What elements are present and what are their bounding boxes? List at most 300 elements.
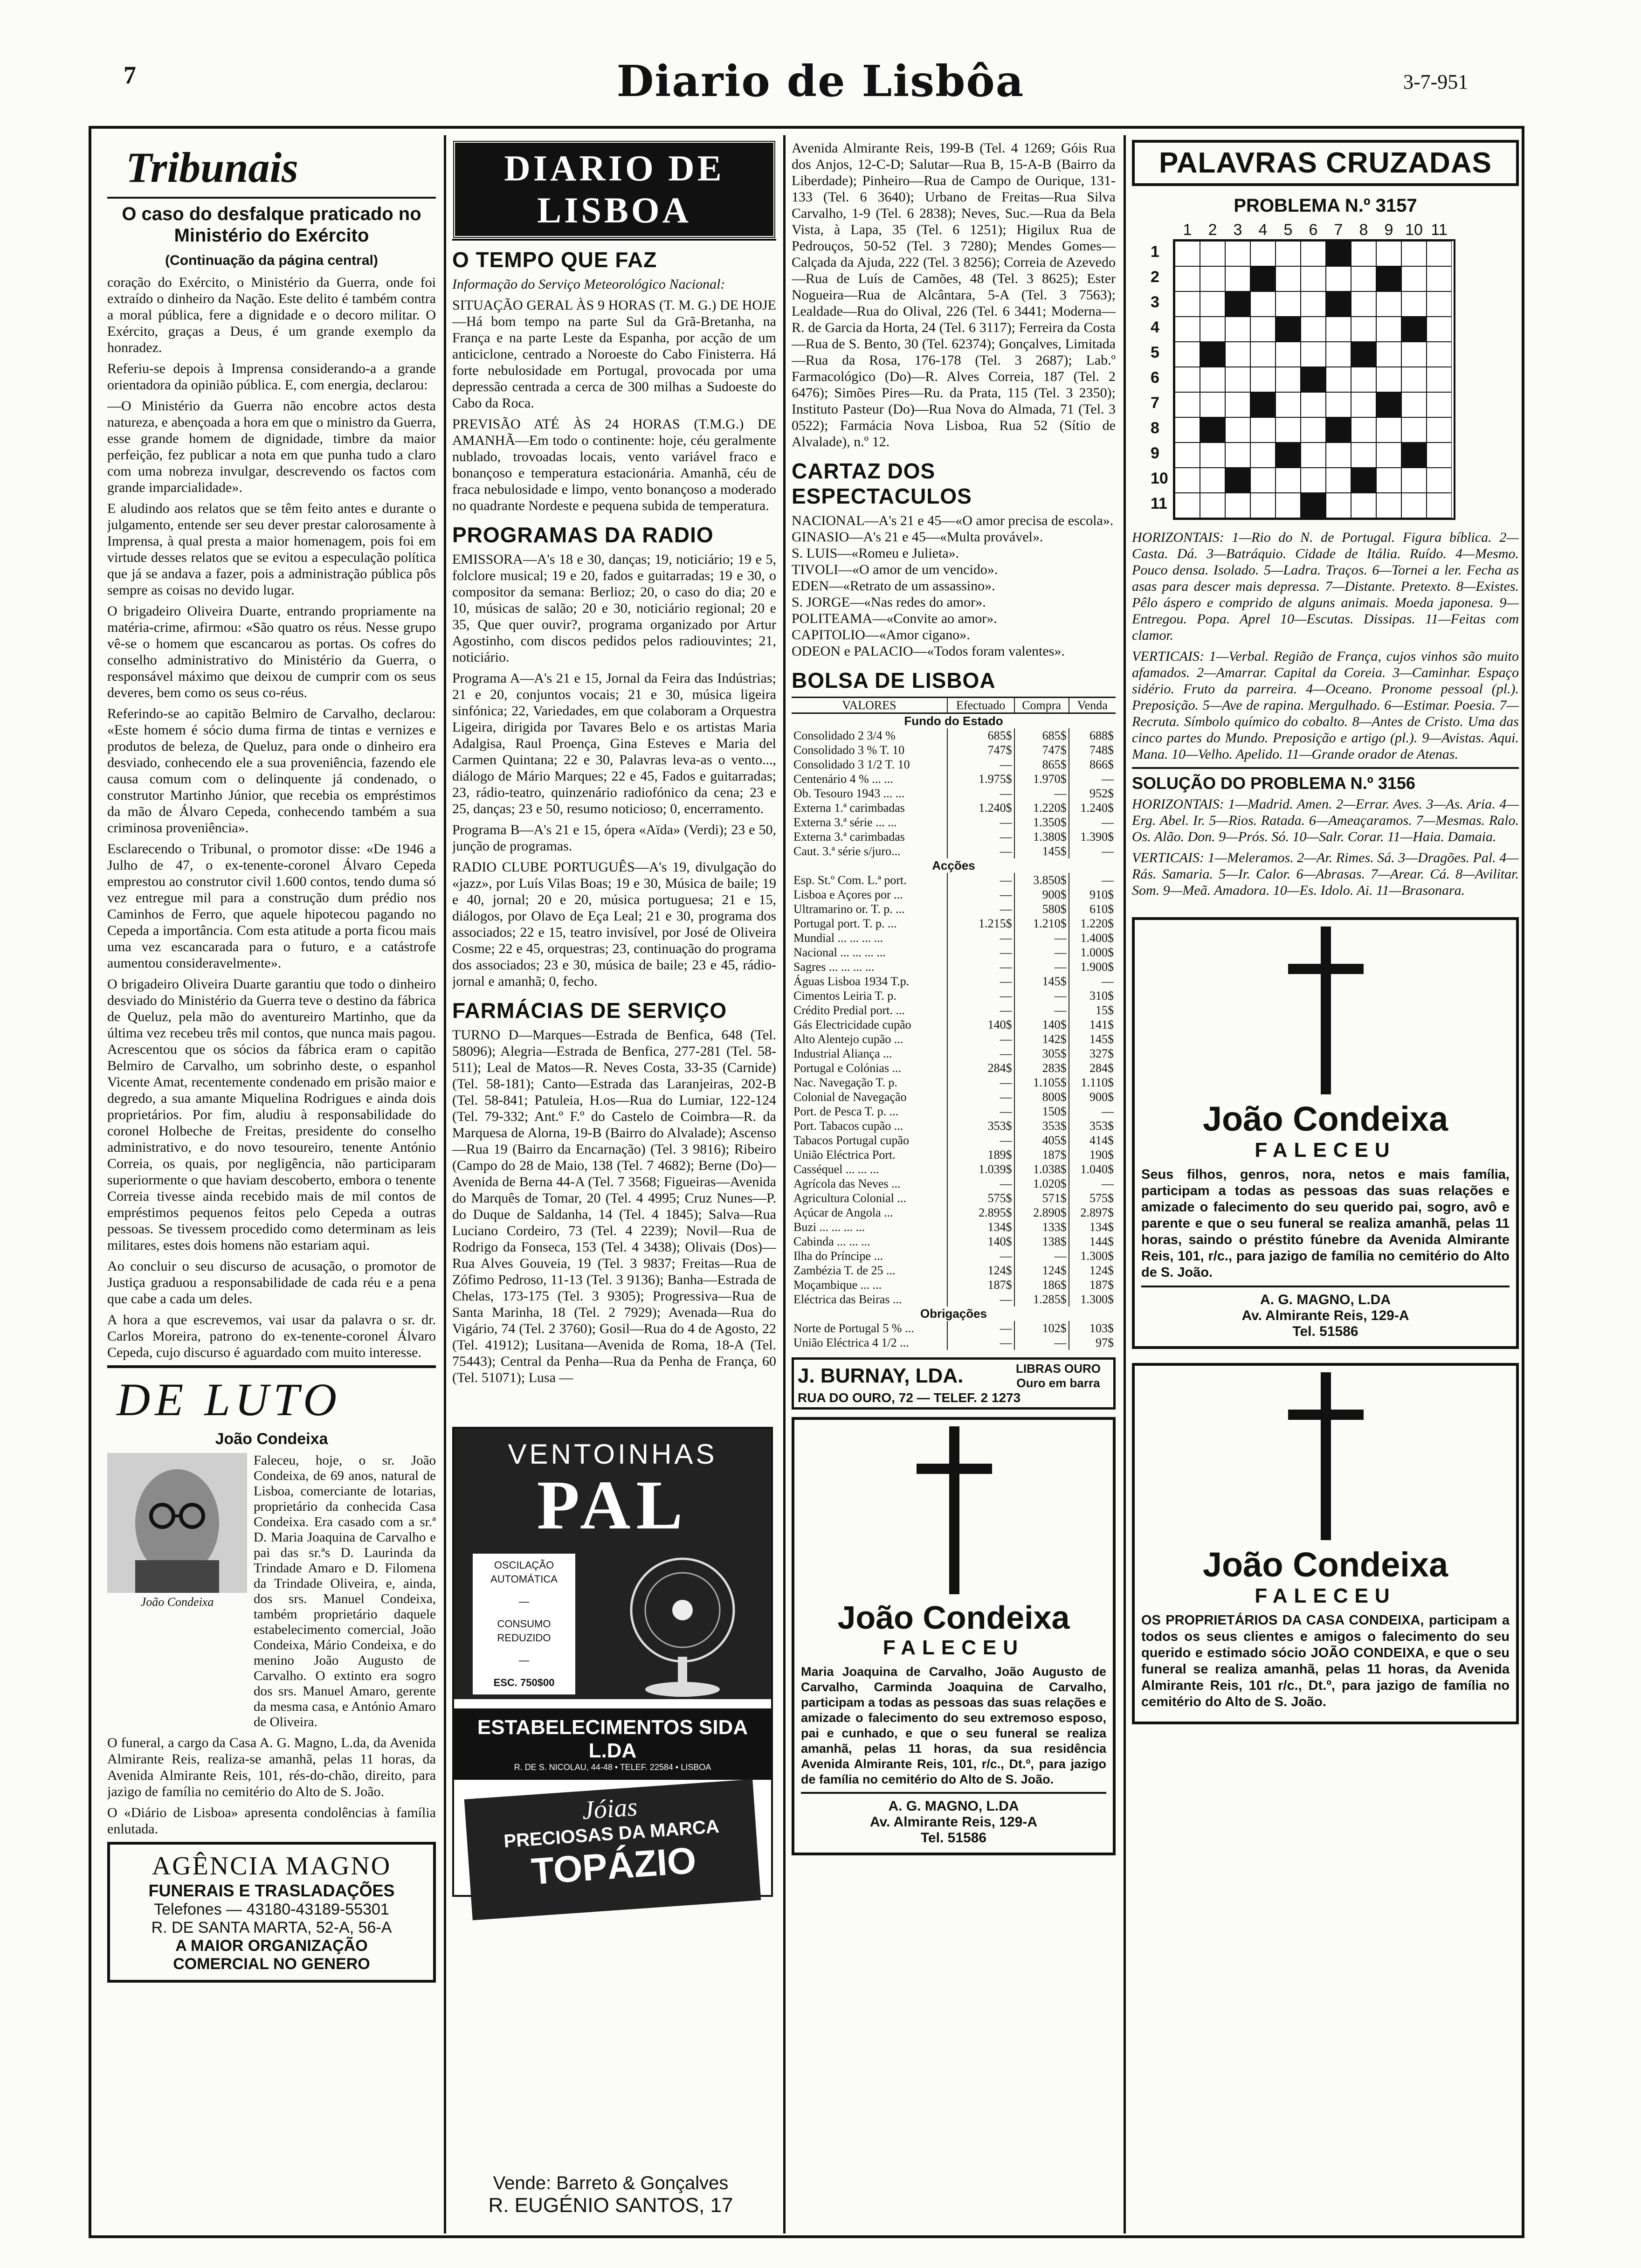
price-cell: 1.400$ bbox=[1080, 931, 1114, 945]
table-row bbox=[792, 844, 1116, 858]
price-cell: 1.970$ bbox=[1014, 772, 1069, 786]
price-cell: — bbox=[947, 815, 1014, 830]
price-cell: 685$ bbox=[947, 728, 1014, 743]
price-cell: 1.300$ bbox=[1080, 1293, 1114, 1306]
blank-square bbox=[1225, 443, 1250, 468]
blank-square bbox=[1427, 468, 1452, 493]
solution-vertical: VERTICAIS: 1—Meleramos. 2—Ar. Rimes. Sá. 3—Dragões. Pal. 4—Rás. Samaria. 5—Ir. Calor. 6—Abrasas. 7—Arear. Cá. 8—Avilitar. Som. 9—Meã. Amadora. 10—Es. Idolo. Ai. 11—Brasonara. bbox=[1132, 850, 1519, 898]
row-number: 11 bbox=[1151, 495, 1167, 512]
row-number: 9 bbox=[1151, 444, 1159, 462]
black-square bbox=[1225, 291, 1250, 317]
table-row bbox=[792, 801, 1116, 815]
agency-magno-ad bbox=[107, 1842, 436, 1983]
price-cell: — bbox=[1014, 931, 1069, 945]
blank-square bbox=[1351, 367, 1376, 392]
table-row bbox=[792, 1191, 1116, 1205]
table-row bbox=[792, 1104, 1116, 1119]
table-row bbox=[792, 1003, 1116, 1017]
ventoinhas-pal-ad: VENTOINHAS PAL OSCILAÇÃO AUTOMÁTICA — CONSUMO REDUZIDO — ESC. 750$00 ESTABELECIMENTOS SIDA L.DA R. DE S. NICOLAU, 44-48 • TELEF. 22584 • LISBOA Jóias PRECIOSAS DA MARCA TOPÁZIO bbox=[452, 1427, 773, 1897]
blank-square bbox=[1351, 291, 1376, 317]
price-cell: 187$ bbox=[1089, 1278, 1114, 1292]
blank-square bbox=[1326, 392, 1351, 417]
price-cell: — bbox=[947, 844, 1014, 858]
blank-square bbox=[1301, 392, 1326, 417]
blank-square bbox=[1250, 342, 1276, 367]
blank-square bbox=[1175, 367, 1200, 392]
deceased-name: João Condeixa bbox=[1202, 1545, 1448, 1584]
security-name: Ob. Tesouro 1943 ... ... bbox=[792, 786, 947, 801]
price-cell: 187$ bbox=[1014, 1148, 1069, 1162]
price-cell: 145$ bbox=[1014, 974, 1069, 989]
price-cell: 284$ bbox=[1089, 1061, 1114, 1075]
security-name: Crédito Predial port. ... bbox=[792, 1003, 947, 1017]
column-number: 11 bbox=[1431, 221, 1448, 239]
blank-square bbox=[1376, 443, 1401, 468]
blank-square bbox=[1276, 342, 1301, 367]
column-divider bbox=[444, 135, 446, 2233]
price-cell: — bbox=[947, 786, 1014, 801]
table-row bbox=[792, 1017, 1116, 1032]
ad-brand-line: VENTOINHAS bbox=[508, 1438, 717, 1470]
row-number: 7 bbox=[1151, 394, 1159, 412]
column-divider bbox=[1124, 135, 1126, 2233]
blank-square bbox=[1175, 266, 1200, 291]
price-cell: — bbox=[947, 1104, 1014, 1119]
price-cell: 1.380$ bbox=[1014, 830, 1069, 844]
price-cell: 910$ bbox=[1089, 888, 1114, 901]
blank-square bbox=[1276, 392, 1301, 417]
table-row bbox=[792, 1119, 1116, 1133]
security-name: Alto Alentejo cupão ... bbox=[792, 1032, 947, 1046]
price-cell: 1.020$ bbox=[1014, 1176, 1069, 1191]
black-square bbox=[1326, 417, 1351, 443]
price-cell: — bbox=[947, 974, 1014, 989]
cartaz-item: CAPITOLIO—«Amor cigano». bbox=[792, 627, 970, 643]
price-cell: 1.110$ bbox=[1081, 1076, 1114, 1089]
price-cell: 1.240$ bbox=[1080, 801, 1114, 815]
price-cell: 1.210$ bbox=[1014, 916, 1069, 931]
agency-address: R. DE SANTA MARTA, 52-A, 56-A bbox=[151, 1919, 392, 1936]
blank-square bbox=[1250, 468, 1276, 493]
price-cell: 800$ bbox=[1014, 1090, 1069, 1104]
black-square bbox=[1326, 291, 1351, 317]
price-cell: — bbox=[947, 1249, 1014, 1263]
weather-title: O TEMPO QUE FAZ bbox=[452, 248, 657, 272]
blank-square bbox=[1427, 367, 1452, 392]
table-row bbox=[792, 1061, 1116, 1075]
divider bbox=[801, 1792, 1106, 1794]
divider bbox=[1141, 1286, 1510, 1287]
page-number: 7 bbox=[124, 61, 136, 89]
burnay-tagline: LIBRAS OURO Ouro em barra bbox=[1016, 1362, 1101, 1390]
blank-square bbox=[1326, 443, 1351, 468]
price-cell: 142$ bbox=[1014, 1032, 1069, 1046]
blank-square bbox=[1225, 342, 1250, 367]
table-row bbox=[792, 786, 1116, 801]
section-title: Tribunais bbox=[126, 144, 298, 191]
security-name: Ultramarino or. T. p. ... bbox=[792, 902, 947, 916]
blank-square bbox=[1326, 317, 1351, 342]
blank-square bbox=[1225, 392, 1250, 417]
pharmacy-title: FARMÁCIAS DE SERVIÇO bbox=[452, 998, 727, 1023]
blank-square bbox=[1326, 266, 1351, 291]
clues-horizontal: HORIZONTAIS: 1—Rio do N. de Portugal. Figura bíblica. 2—Casta. Dá. 3—Batráquio. Cidade de Itália. Ruído. 4—Mesmo. Pouco densa. Isolado. 5—Ladra. Traços. 6—Tornei a ler. Fecha as asas para descer mais depressa. 7—Distante. Pretexto. 8—Existes. Pêlo áspero e comprido de alguns animais. Moeda japonesa. 9—Entregou. Popa. Aprel 10—Escutas. Dissipas. 11—Feitas com clamor. bbox=[1132, 530, 1519, 643]
blank-square bbox=[1250, 317, 1276, 342]
column-number: 5 bbox=[1283, 221, 1293, 239]
security-name: Moçambique ... ... bbox=[792, 1278, 947, 1292]
price-cell: 1.105$ bbox=[1014, 1075, 1069, 1090]
burnay-address: RUA DO OURO, 72 — TELEF. 2 1273 bbox=[798, 1390, 1021, 1405]
mourning-name: João Condeixa bbox=[215, 1430, 328, 1448]
price-cell: 900$ bbox=[1014, 887, 1069, 902]
price-cell: — bbox=[947, 960, 1014, 974]
security-name: Caut. 3.ª série s/juro... bbox=[792, 844, 947, 858]
funeral-agent-address: Av. Almirante Reis, 129-A bbox=[869, 1814, 1038, 1830]
blank-square bbox=[1301, 468, 1326, 493]
cartaz-item: NACIONAL—A's 21 e 45—«O amor precisa de escola». bbox=[792, 513, 1114, 528]
table-row bbox=[792, 1148, 1116, 1162]
row-number: 5 bbox=[1151, 344, 1159, 361]
table-row bbox=[792, 931, 1116, 945]
blank-square bbox=[1351, 266, 1376, 291]
blank-square bbox=[1427, 291, 1452, 317]
blank-square bbox=[1276, 468, 1301, 493]
security-name: Eléctrica das Beiras ... bbox=[792, 1292, 947, 1307]
security-name: Cabinda ... ... ... bbox=[792, 1234, 947, 1249]
row-number: 10 bbox=[1151, 470, 1168, 487]
table-header: Efectuado bbox=[947, 698, 1014, 713]
death-word: FALECEU bbox=[1255, 1139, 1396, 1162]
article-paragraph: Ao concluir o seu discurso de acusação, o promotor de Justiça graduou a responsabilidade de cada réu e a pena que cabe a cada um deles. bbox=[107, 1258, 436, 1307]
death-text: Maria Joaquina de Carvalho, João Augusto de Carvalho, Carminda Joaquina de Carvalho, participam a todas as pessoas das suas relações e amizade o falecimento do seu extremoso esposo, pai e cunhado, e que o seu funeral se realiza amanhã, pelas 11 horas, da sua residência Avenida Almirante Reis, 101, r/c., Dt.º, para jazigo de família no cemitério do Alto de S. João. bbox=[801, 1665, 1106, 1786]
blank-square bbox=[1401, 493, 1427, 518]
burnay-name: J. BURNAY, LDA. bbox=[798, 1364, 964, 1387]
black-square bbox=[1301, 367, 1326, 392]
price-cell: — bbox=[947, 1292, 1014, 1307]
blank-square bbox=[1225, 241, 1250, 266]
death-word: FALECEU bbox=[1255, 1584, 1396, 1607]
ad-script: Jóias bbox=[581, 1792, 638, 1825]
column-number: 9 bbox=[1384, 221, 1393, 239]
security-name: Ilha do Príncipe ... bbox=[792, 1249, 947, 1263]
ad-slogan: PRECIOSAS DA MARCA bbox=[503, 1816, 720, 1852]
column-number: 2 bbox=[1208, 221, 1217, 239]
price-cell: 145$ bbox=[1014, 844, 1069, 858]
price-cell: — bbox=[947, 1075, 1014, 1090]
blank-square bbox=[1427, 317, 1452, 342]
price-cell: 748$ bbox=[1089, 743, 1114, 757]
price-cell: 2.895$ bbox=[947, 1205, 1014, 1220]
price-cell: 133$ bbox=[1014, 1220, 1069, 1234]
column-number: 3 bbox=[1233, 221, 1242, 239]
blank-square bbox=[1200, 241, 1225, 266]
table-row bbox=[792, 1046, 1116, 1061]
price-cell: 138$ bbox=[1014, 1234, 1069, 1249]
price-cell: 1.975$ bbox=[947, 772, 1014, 786]
table-row bbox=[792, 1176, 1116, 1191]
price-cell: — bbox=[1102, 873, 1114, 887]
blank-square bbox=[1250, 367, 1276, 392]
table-row bbox=[792, 830, 1116, 844]
table-row bbox=[792, 1278, 1116, 1292]
cartaz-item: S. JORGE—«Nas redes do amor». bbox=[792, 595, 986, 610]
table-row bbox=[792, 815, 1116, 830]
column-number: 8 bbox=[1359, 221, 1368, 239]
table-row bbox=[792, 743, 1116, 757]
price-cell: 124$ bbox=[1014, 1263, 1069, 1278]
price-cell: 1.300$ bbox=[1080, 1249, 1114, 1263]
blank-square bbox=[1175, 443, 1200, 468]
table-row bbox=[792, 1234, 1116, 1249]
price-cell: 124$ bbox=[1089, 1264, 1114, 1277]
price-cell: — bbox=[947, 757, 1014, 772]
black-square bbox=[1200, 417, 1225, 443]
cross-icon bbox=[1307, 1372, 1344, 1540]
price-cell: — bbox=[947, 989, 1014, 1003]
blank-square bbox=[1276, 241, 1301, 266]
blank-square bbox=[1351, 241, 1376, 266]
price-cell: — bbox=[1014, 1335, 1069, 1350]
death-notice bbox=[1132, 1363, 1519, 1724]
price-cell: — bbox=[947, 887, 1014, 902]
price-cell: — bbox=[1014, 786, 1069, 801]
blank-square bbox=[1427, 493, 1452, 518]
security-name: Casséquel ... ... ... bbox=[792, 1162, 947, 1176]
price-cell: — bbox=[1014, 989, 1069, 1003]
row-number: 2 bbox=[1151, 268, 1159, 286]
newspaper-title: Diario de Lisbôa bbox=[616, 56, 1025, 106]
death-text: Seus filhos, genros, nora, netos e mais família, participam a todas as pessoas das suas relações e amizade o falecimento do seu querido pai, sogro, avô e parente e que o seu funeral se realiza amanhã, pelas 11 horas, saindo o préstito fúnebre da Avenida Almirante Reis, 101, r/c., para jazigo de família no cemitério do Alto de S. João. bbox=[1141, 1167, 1510, 1280]
price-cell: 1.285$ bbox=[1014, 1292, 1069, 1307]
portrait-photo bbox=[107, 1453, 247, 1593]
table-row bbox=[792, 902, 1116, 916]
death-notice bbox=[792, 1417, 1116, 1855]
column-number: 7 bbox=[1334, 221, 1343, 239]
security-name: Açúcar de Angola ... bbox=[792, 1205, 947, 1220]
table-row bbox=[792, 757, 1116, 772]
death-notice bbox=[1132, 917, 1519, 1349]
price-cell: — bbox=[947, 1046, 1014, 1061]
security-name: Sagres ... ... ... ... bbox=[792, 960, 947, 974]
price-cell: — bbox=[1014, 960, 1069, 974]
price-cell: 189$ bbox=[947, 1148, 1014, 1162]
funeral-agent: A. G. MAGNO, L.DA bbox=[1260, 1292, 1391, 1307]
blank-square bbox=[1175, 291, 1200, 317]
price-cell: 1.040$ bbox=[1080, 1162, 1114, 1176]
column-services bbox=[452, 140, 776, 2224]
blank-square bbox=[1200, 317, 1225, 342]
ad-brand: PAL bbox=[537, 1466, 689, 1544]
masthead-logo: DIARIO DE LISBOA bbox=[452, 140, 776, 239]
article-paragraph: O brigadeiro Oliveira Duarte, entrando propriamente na matéria-crime, afirmou: «São quatro os réus. Nesse grupo vê-se o homem que escancarou as portas. Os cofres do conselho administrativo do Ministério da Guerra, o responsável máximo que deixou de cumprir com os seus deveres, bem como os seus co-réus. bbox=[107, 603, 436, 700]
row-number: 3 bbox=[1151, 293, 1159, 311]
price-cell: 414$ bbox=[1089, 1134, 1114, 1147]
column-number: 10 bbox=[1405, 221, 1423, 239]
article-paragraph: Referindo-se ao capitão Belmiro de Carvalho, declarou: «Este homem é sócio duma firma de tintas e vernizes e produtos de beleza, de Queluz, para onde o dinheiro era desviado, conhecendo ele a sua proveniência, fazendo ele causa comum com o delinquente já condenado, o construtor Martinho Júnior, que recebia os empréstimos da mão de Álvaro Cepeda, conhecendo também a sua criminosa proveniência». bbox=[107, 706, 436, 836]
ad-brand: TOPÁZIO bbox=[530, 1839, 698, 1893]
divider bbox=[107, 1365, 436, 1368]
table-row bbox=[792, 772, 1116, 786]
blank-square bbox=[1401, 291, 1427, 317]
blank-square bbox=[1376, 367, 1401, 392]
agency-phones: Telefones — 43180-43189-55301 bbox=[154, 1901, 389, 1918]
table-group-header: Obrigações bbox=[920, 1307, 987, 1321]
security-name: Port. de Pesca T. p. ... bbox=[792, 1104, 947, 1119]
security-name: Nacional ... ... ... ... bbox=[792, 945, 947, 960]
security-name: Consolidado 2 3/4 % bbox=[792, 728, 947, 743]
blank-square bbox=[1326, 493, 1351, 518]
crossword-grid bbox=[1173, 239, 1455, 520]
security-name: Portugal e Colónias ... bbox=[792, 1061, 947, 1075]
blank-square bbox=[1401, 342, 1427, 367]
security-name: Lisboa e Açores por ... bbox=[792, 887, 947, 902]
black-square bbox=[1301, 493, 1326, 518]
table-group-header: Fundo do Estado bbox=[904, 714, 1003, 728]
price-cell: 150$ bbox=[1014, 1104, 1069, 1119]
security-name: Norte de Portugal 5 % ... bbox=[792, 1321, 947, 1335]
blank-square bbox=[1351, 392, 1376, 417]
funeral-agent: A. G. MAGNO, L.DA bbox=[888, 1798, 1019, 1814]
blank-square bbox=[1301, 291, 1326, 317]
column-tribunais bbox=[107, 140, 436, 2224]
black-square bbox=[1200, 342, 1225, 367]
ad-seller: ESTABELECIMENTOS SIDA L.DA bbox=[477, 1716, 748, 1762]
table-row bbox=[792, 1263, 1116, 1278]
article-paragraph: coração do Exército, o Ministério da Guerra, onde foi extraído o dinheiro da Nação. Este delito é também contra a moral pública, fere a dignidade e o decoro militar. O Exército, graças a Deus, é um grande exemplo da honradez. bbox=[107, 275, 436, 355]
security-name: Agrícola das Neves ... bbox=[792, 1176, 947, 1191]
price-cell: 900$ bbox=[1089, 1090, 1114, 1104]
price-cell: 2.890$ bbox=[1014, 1205, 1069, 1220]
blank-square bbox=[1351, 443, 1376, 468]
blank-square bbox=[1276, 493, 1301, 518]
column-number: 1 bbox=[1183, 221, 1192, 239]
price-cell: — bbox=[1014, 1003, 1069, 1017]
table-row bbox=[792, 887, 1116, 902]
price-cell: — bbox=[947, 1176, 1014, 1191]
weather-source: Informação do Serviço Meteorológico Nacional: bbox=[452, 277, 725, 292]
blank-square bbox=[1326, 468, 1351, 493]
mourning-text: O «Diário de Lisboa» apresenta condolências à família enlutada. bbox=[107, 1805, 436, 1837]
pharmacy-paragraph: Avenida Almirante Reis, 199-B (Tel. 4 1269; Góis Rua dos Anjos, 12-C-D; Salutar—Rua B, 15-A-B (Bairro da Liberdade); Pinheiro—Rua de Campo de Ourique, 131-133 (Tel. 6 3640); Urbano de Freitas—Rua Silva Carvalho, 1-9 (Tel. 6 2838); Neves, Suc.—Rua da Bela Vista, à Lapa, 35 (Tel. 6 1251); Higilux Rua de Pedrouços, 50-52 (Tel. 3 7280); Mendes Gomes—Calçada da Ajuda, 222 (Tel. 3 8256); Correia de Azevedo—Rua de Luís de Camões, 48 (Tel. 3 8625); Ester Nogueira—Rua de Alcântara, 5-A (Tel. 3 7563); Lealdade—Rua do Olival, 226 (Tel. 6 3441; Moderna—R. de Garcia da Horta, 24 (Tel. 6 3117); Ferreira da Costa—Rua de S. Bento, 30 (Tel. 62374); Gonçalves, Limitada—Rua da Rosa, 176-178 (Tel. 3 2687); Lab.º Farmacológico (Do)—R. Alves Correia, 187 (Tel. 2 6476); Simões Pires—Ru. da Prata, 115 (Tel. 3 2350); Instituto Pasteur (Do)—Rua Nova do Almada, 71 (Tel. 3 0522); Farmácia Nova Lisboa, Rua 52 (Sítio de Alvalade), n.º 12. bbox=[792, 140, 1116, 449]
security-name: Consolidado 3 % T. 10 bbox=[792, 743, 947, 757]
crossword-title: PALAVRAS CRUZADAS bbox=[1132, 140, 1519, 186]
cartaz-item: EDEN—«Retrato de um assassino». bbox=[792, 578, 995, 594]
security-name: Nac. Navegação T. p. bbox=[792, 1075, 947, 1090]
price-cell: 1.215$ bbox=[947, 916, 1014, 931]
cartaz-item: TIVOLI—«O amor de um vencido». bbox=[792, 562, 998, 577]
price-cell: 1.350$ bbox=[1014, 815, 1069, 830]
blank-square bbox=[1401, 468, 1427, 493]
cross-icon bbox=[935, 1426, 972, 1594]
price-cell: — bbox=[1014, 1249, 1069, 1263]
price-cell: — bbox=[947, 945, 1014, 960]
blank-square bbox=[1200, 266, 1225, 291]
column-bolsa bbox=[792, 140, 1116, 2224]
radio-paragraph: Programa A—A's 21 e 15, Jornal da Feira das Indústrias; 21 e 20, conjuntos vocais; 21 e 30, música ligeira sinfónica; 22, Variedades, em que colaboram a Orquestra Ligeira, dirigida por Tavares Belo e os artistas Maria Adalgisa, Raul Proença, Gina Esteves e Maria del Carmen Quintana; 22 e 30, Palavras leva-as o vento..., diálogo de Mário Marques; 22 e 45, Fados e guitarradas; 23, rádio-teatro, quinzenário radiofónico da cena; 23 e 25, danças; 23 e 50, resumo noticioso; 0, encerramento. bbox=[452, 671, 776, 816]
table-row bbox=[792, 1292, 1116, 1307]
blank-square bbox=[1326, 367, 1351, 392]
security-name: Tabacos Portugal cupão bbox=[792, 1133, 947, 1148]
radio-paragraph: RADIO CLUBE PORTUGUÊS—A's 19, divulgação do «jazz», por Luís Vilas Boas; 19 e 30, Música de baile; 19 e 40, jornal; 20 e 20, música portuguesa; 21 e 15, diálogos, por Olavo de Eça Leal; 21 e 30, programa dos associados; 22 e 15, teatro invisível, por José de Oliveira Cosme; 22 e 45, orquestras; 23, continuação do programa dos associados; 23 e 30, música de baile; 23 e 45, rádio-jornal e amanhã; 0, fecho. bbox=[452, 859, 776, 989]
cartaz-item: S. LUIS—«Romeu e Julieta». bbox=[792, 546, 959, 561]
table-row bbox=[792, 1205, 1116, 1220]
ad-feature: OSCILAÇÃO bbox=[494, 1559, 554, 1571]
blank-square bbox=[1376, 417, 1401, 443]
row-number: 8 bbox=[1151, 419, 1159, 437]
blank-square bbox=[1401, 266, 1427, 291]
ad-feature: AUTOMÁTICA bbox=[490, 1573, 558, 1585]
blank-square bbox=[1250, 417, 1276, 443]
blank-square bbox=[1175, 392, 1200, 417]
solution-title: SOLUÇÃO DO PROBLEMA N.º 3156 bbox=[1132, 774, 1415, 793]
price-cell: 97$ bbox=[1096, 1336, 1114, 1349]
table-row bbox=[792, 1075, 1116, 1090]
blank-square bbox=[1301, 241, 1326, 266]
article-paragraph: Referiu-se depois à Imprensa considerando-a a grande orientadora da opinião pública. E, com energia, declarou: bbox=[107, 361, 436, 393]
blank-square bbox=[1351, 317, 1376, 342]
funeral-agent-phone: Tel. 51586 bbox=[920, 1830, 987, 1846]
price-cell: 865$ bbox=[1014, 757, 1069, 772]
solution-horizontal: HORIZONTAIS: 1—Madrid. Amen. 2—Errar. Aves. 3—As. Aria. 4—Erg. Abel. Ir. 5—Rios. Ratada. 6—Ameaçaramos. 7—Mesmas. Ralo. Os. Alão. Don. 9—Prós. Só. 10—Salr. Corar. 11—Haia. Damaia. bbox=[1132, 796, 1519, 844]
weather-paragraph: PREVISÃO ATÉ ÀS 24 HORAS (T.M.G.) DE AMANHÃ—Em todo o continente: hoje, céu geralmente nublado, trovoadas locais, vento variável fraco e bonançoso e temperatura estacionária. Amanhã, céu de fraca nebulosidade e limpo, vento bonançoso a moderado no quadrante Nordeste e pequena subida de temperatura. bbox=[452, 416, 776, 513]
price-cell: — bbox=[1102, 816, 1114, 829]
price-cell: — bbox=[1102, 772, 1114, 786]
price-cell: 747$ bbox=[1014, 743, 1069, 757]
headline: O caso do desfalque praticado no Ministério do Exército bbox=[122, 204, 421, 246]
price-cell: — bbox=[947, 1133, 1014, 1148]
black-square bbox=[1401, 443, 1427, 468]
table-row bbox=[792, 989, 1116, 1003]
price-cell: 103$ bbox=[1089, 1321, 1114, 1335]
table-row bbox=[792, 1321, 1116, 1335]
photo-caption: João Condeixa bbox=[140, 1595, 214, 1609]
cartaz-title: CARTAZ DOS ESPECTACULOS bbox=[792, 459, 972, 508]
ad-price: ESC. 750$00 bbox=[493, 1677, 555, 1688]
table-row bbox=[792, 1162, 1116, 1176]
table-header: Compra bbox=[1014, 698, 1069, 713]
black-square bbox=[1250, 392, 1276, 417]
price-cell: 102$ bbox=[1014, 1321, 1069, 1335]
security-name: Colonial de Navegação bbox=[792, 1090, 947, 1104]
security-name: Zambézia T. de 25 ... bbox=[792, 1263, 947, 1278]
black-square bbox=[1401, 317, 1427, 342]
radio-title: PROGRAMAS DA RADIO bbox=[452, 523, 714, 547]
price-cell: 1.000$ bbox=[1080, 946, 1114, 959]
price-cell: 747$ bbox=[947, 743, 1014, 757]
weather-paragraph: SITUAÇÃO GERAL ÀS 9 HORAS (T. M. G.) DE HOJE—Há bom tempo na parte Sul da Grã-Bretanha, na França e na parte Leste da Espanha, por acção de um anticiclone, centrado a Noroeste do Cabo Finisterra. Há forte nebulosidade em Portugal, provocada por uma depressão centrada a cerca de 300 milhas a Sudoeste do Cabo da Roca. bbox=[452, 297, 776, 411]
price-cell: 140$ bbox=[947, 1234, 1014, 1249]
table-row bbox=[792, 873, 1116, 887]
security-name: Cimentos Leiria T. p. bbox=[792, 989, 947, 1003]
price-cell: 685$ bbox=[1014, 728, 1069, 743]
security-name: Externa 3.ª série ... ... bbox=[792, 815, 947, 830]
price-cell: 866$ bbox=[1089, 758, 1114, 771]
row-number: 6 bbox=[1151, 369, 1159, 387]
blank-square bbox=[1200, 443, 1225, 468]
price-cell: — bbox=[947, 873, 1014, 887]
price-cell: — bbox=[1102, 1177, 1114, 1190]
price-cell: — bbox=[1102, 975, 1114, 988]
blank-square bbox=[1225, 417, 1250, 443]
blank-square bbox=[1250, 241, 1276, 266]
blank-square bbox=[1376, 241, 1401, 266]
black-square bbox=[1276, 317, 1301, 342]
price-cell: — bbox=[947, 1335, 1014, 1350]
blank-square bbox=[1200, 493, 1225, 518]
blank-square bbox=[1225, 317, 1250, 342]
radio-paragraph: EMISSORA—A's 18 e 30, danças; 19, noticiário; 19 e 5, folclore musical; 19 e 20, fados e guitarradas; 19 e 30, o compositor da semana: Berlioz; 20, o caso do dia; 20 e 10, músicas de salão; 20 e 30, noticiário regional; 20 e 35, Que quer ouvir?, programa organizado por Artur Agostinho, com discos pedidos pelos radiouvintes; 21, noticiário. bbox=[452, 552, 776, 665]
price-cell: 575$ bbox=[1089, 1191, 1114, 1205]
